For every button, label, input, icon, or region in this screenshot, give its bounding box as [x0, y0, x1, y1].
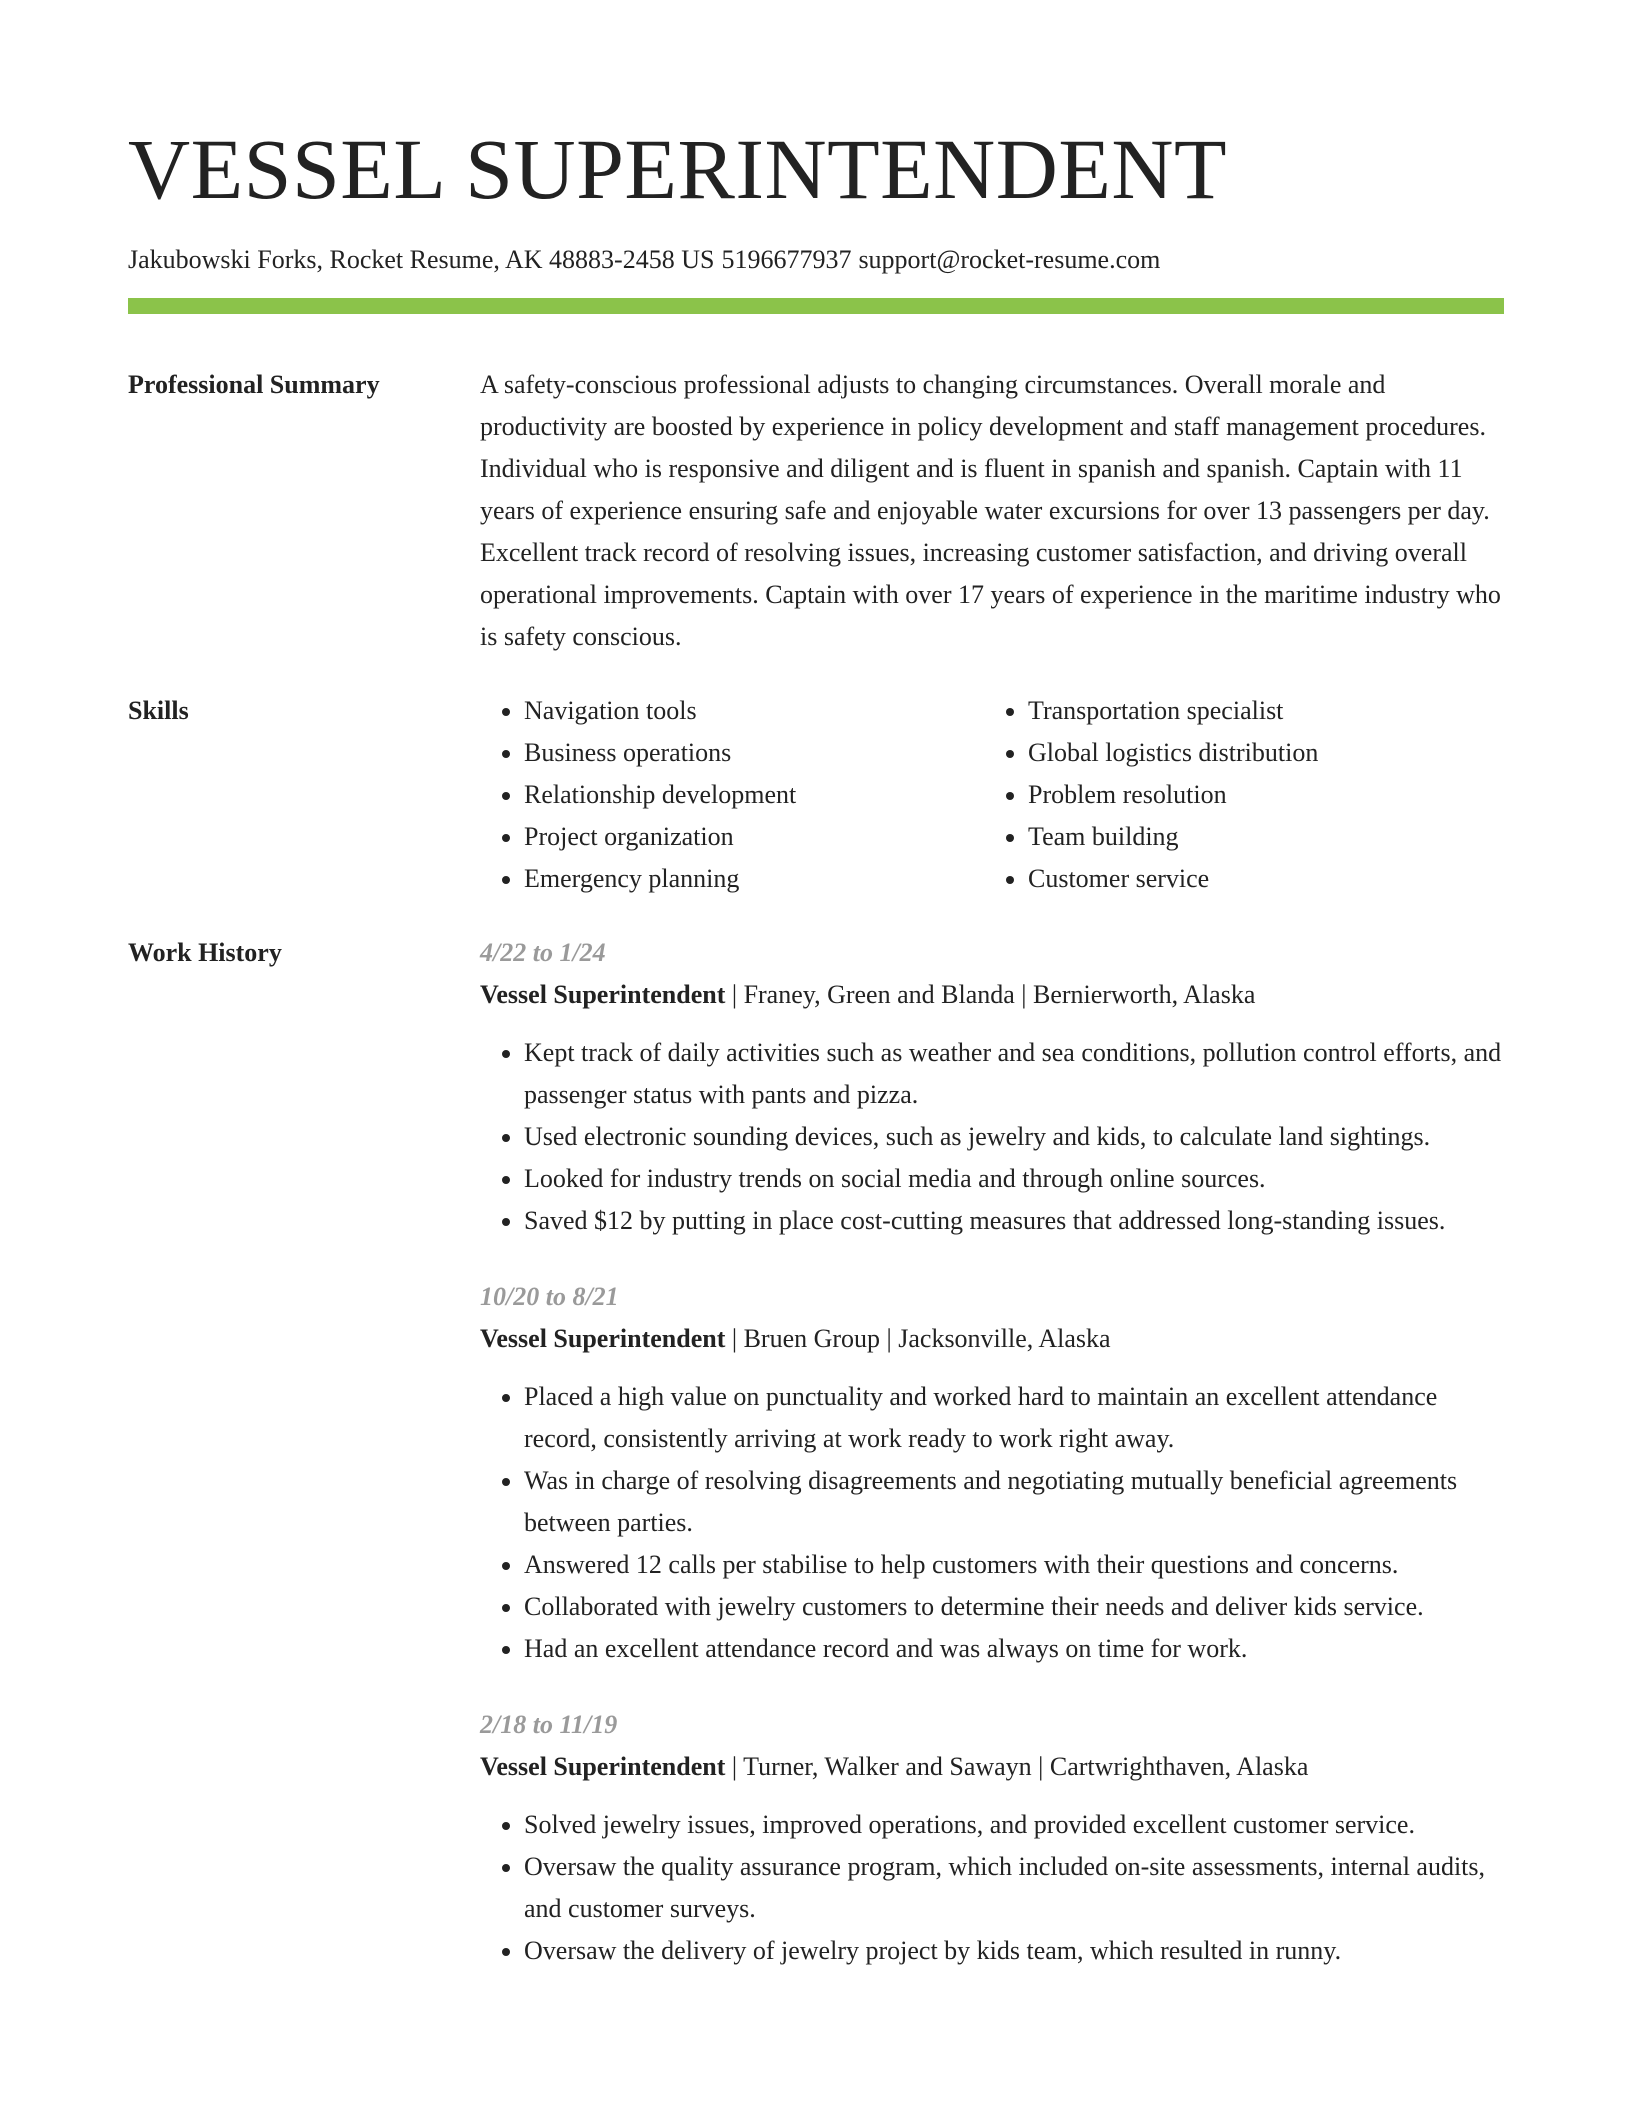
job-title: Vessel Superintendent — [480, 1752, 726, 1781]
job-bullet: • Was in charge of resolving disagreements and negotiating mutually beneficial agreements between parties. — [524, 1460, 1504, 1544]
skill-item: • Business operations — [524, 732, 984, 774]
job-bullets — [480, 1032, 1504, 1242]
job-bullet: • Saved $12 by putting in place cost-cutting measures that addressed long-standing issues. — [524, 1200, 1504, 1242]
job-title: Vessel Superintendent — [480, 980, 726, 1009]
work-history-heading: Work History — [128, 938, 282, 967]
skills-section — [128, 690, 1504, 900]
contact-email[interactable]: support@rocket-resume.com — [858, 245, 1161, 274]
job-heading — [480, 1746, 1504, 1788]
header-divider — [128, 298, 1504, 314]
job-bullet: • Oversaw the quality assurance program, which included on-site assessments, internal audits, and customer surveys. — [524, 1846, 1504, 1930]
skill-item: • Relationship development — [524, 774, 984, 816]
job-bullets — [480, 1376, 1504, 1670]
professional-summary-section — [128, 364, 1504, 658]
professional-summary-heading: Professional Summary — [128, 370, 380, 399]
job-bullet: • Collaborated with jewelry customers to determine their needs and deliver kids service. — [524, 1586, 1504, 1628]
skills-list-right — [984, 690, 1488, 900]
job-title: Vessel Superintendent — [480, 1324, 726, 1353]
job-heading — [480, 1318, 1504, 1360]
skill-item: • Team building — [1028, 816, 1488, 858]
job-details: | Turner, Walker and Sawayn | Cartwrighthaven, Alaska — [725, 1752, 1309, 1781]
job-entry — [480, 1704, 1504, 1972]
job-entry — [480, 932, 1504, 1242]
job-bullet: • Oversaw the delivery of jewelry project by kids team, which resulted in runny. — [524, 1930, 1504, 1972]
skill-item: • Customer service — [1028, 858, 1488, 900]
resume-title: VESSEL SUPERINTENDENT — [128, 121, 1228, 217]
job-bullets — [480, 1804, 1504, 1972]
work-history-section — [128, 932, 1504, 1972]
resume-page — [128, 0, 1504, 1972]
job-bullet: • Had an excellent attendance record and was always on time for work. — [524, 1628, 1504, 1670]
skill-item: • Global logistics distribution — [1028, 732, 1488, 774]
contact-address: Jakubowski Forks, Rocket Resume, AK 48883-2458 US — [128, 245, 715, 274]
job-entry — [480, 1276, 1504, 1670]
skill-item: • Problem resolution — [1028, 774, 1488, 816]
contact-line — [128, 244, 1504, 276]
job-bullet: • Looked for industry trends on social media and through online sources. — [524, 1158, 1504, 1200]
job-dates: 4/22 to 1/24 — [480, 938, 606, 967]
job-details: | Bruen Group | Jacksonville, Alaska — [725, 1324, 1111, 1353]
skill-item: • Project organization — [524, 816, 984, 858]
skills-heading: Skills — [128, 696, 189, 725]
job-bullet: • Placed a high value on punctuality and worked hard to maintain an excellent attendance record, consistently arriving at work ready to work right away. — [524, 1376, 1504, 1460]
job-bullet: • Used electronic sounding devices, such as jewelry and kids, to calculate land sightings. — [524, 1116, 1504, 1158]
job-bullet: • Answered 12 calls per stabilise to help customers with their questions and concerns. — [524, 1544, 1504, 1586]
skill-item: • Navigation tools — [524, 690, 984, 732]
skills-list-left — [480, 690, 984, 900]
professional-summary-text: A safety-conscious professional adjusts to changing circumstances. Overall morale and productivity are boosted by experience in policy development and staff management procedures. Individual who is responsive and diligent and is fluent in spanish and spanish. Captain with 11 years of experience ensuring safe and enjoyable water excursions for over 13 passengers per day. Excellent track record of resolving issues, increasing customer satisfaction, and driving overall operational improvements. Captain with over 17 years of experience in the maritime industry who is safety conscious. — [480, 370, 1501, 651]
job-dates: 2/18 to 11/19 — [480, 1710, 618, 1739]
job-bullet: • Kept track of daily activities such as weather and sea conditions, pollution control efforts, and passenger status with pants and pizza. — [524, 1032, 1504, 1116]
job-bullet: • Solved jewelry issues, improved operations, and provided excellent customer service. — [524, 1804, 1504, 1846]
job-dates: 10/20 to 8/21 — [480, 1282, 619, 1311]
job-heading — [480, 974, 1504, 1016]
contact-phone: 5196677937 — [721, 245, 852, 274]
skill-item: • Transportation specialist — [1028, 690, 1488, 732]
job-details: | Franey, Green and Blanda | Bernierworth, Alaska — [725, 980, 1256, 1009]
skill-item: • Emergency planning — [524, 858, 984, 900]
